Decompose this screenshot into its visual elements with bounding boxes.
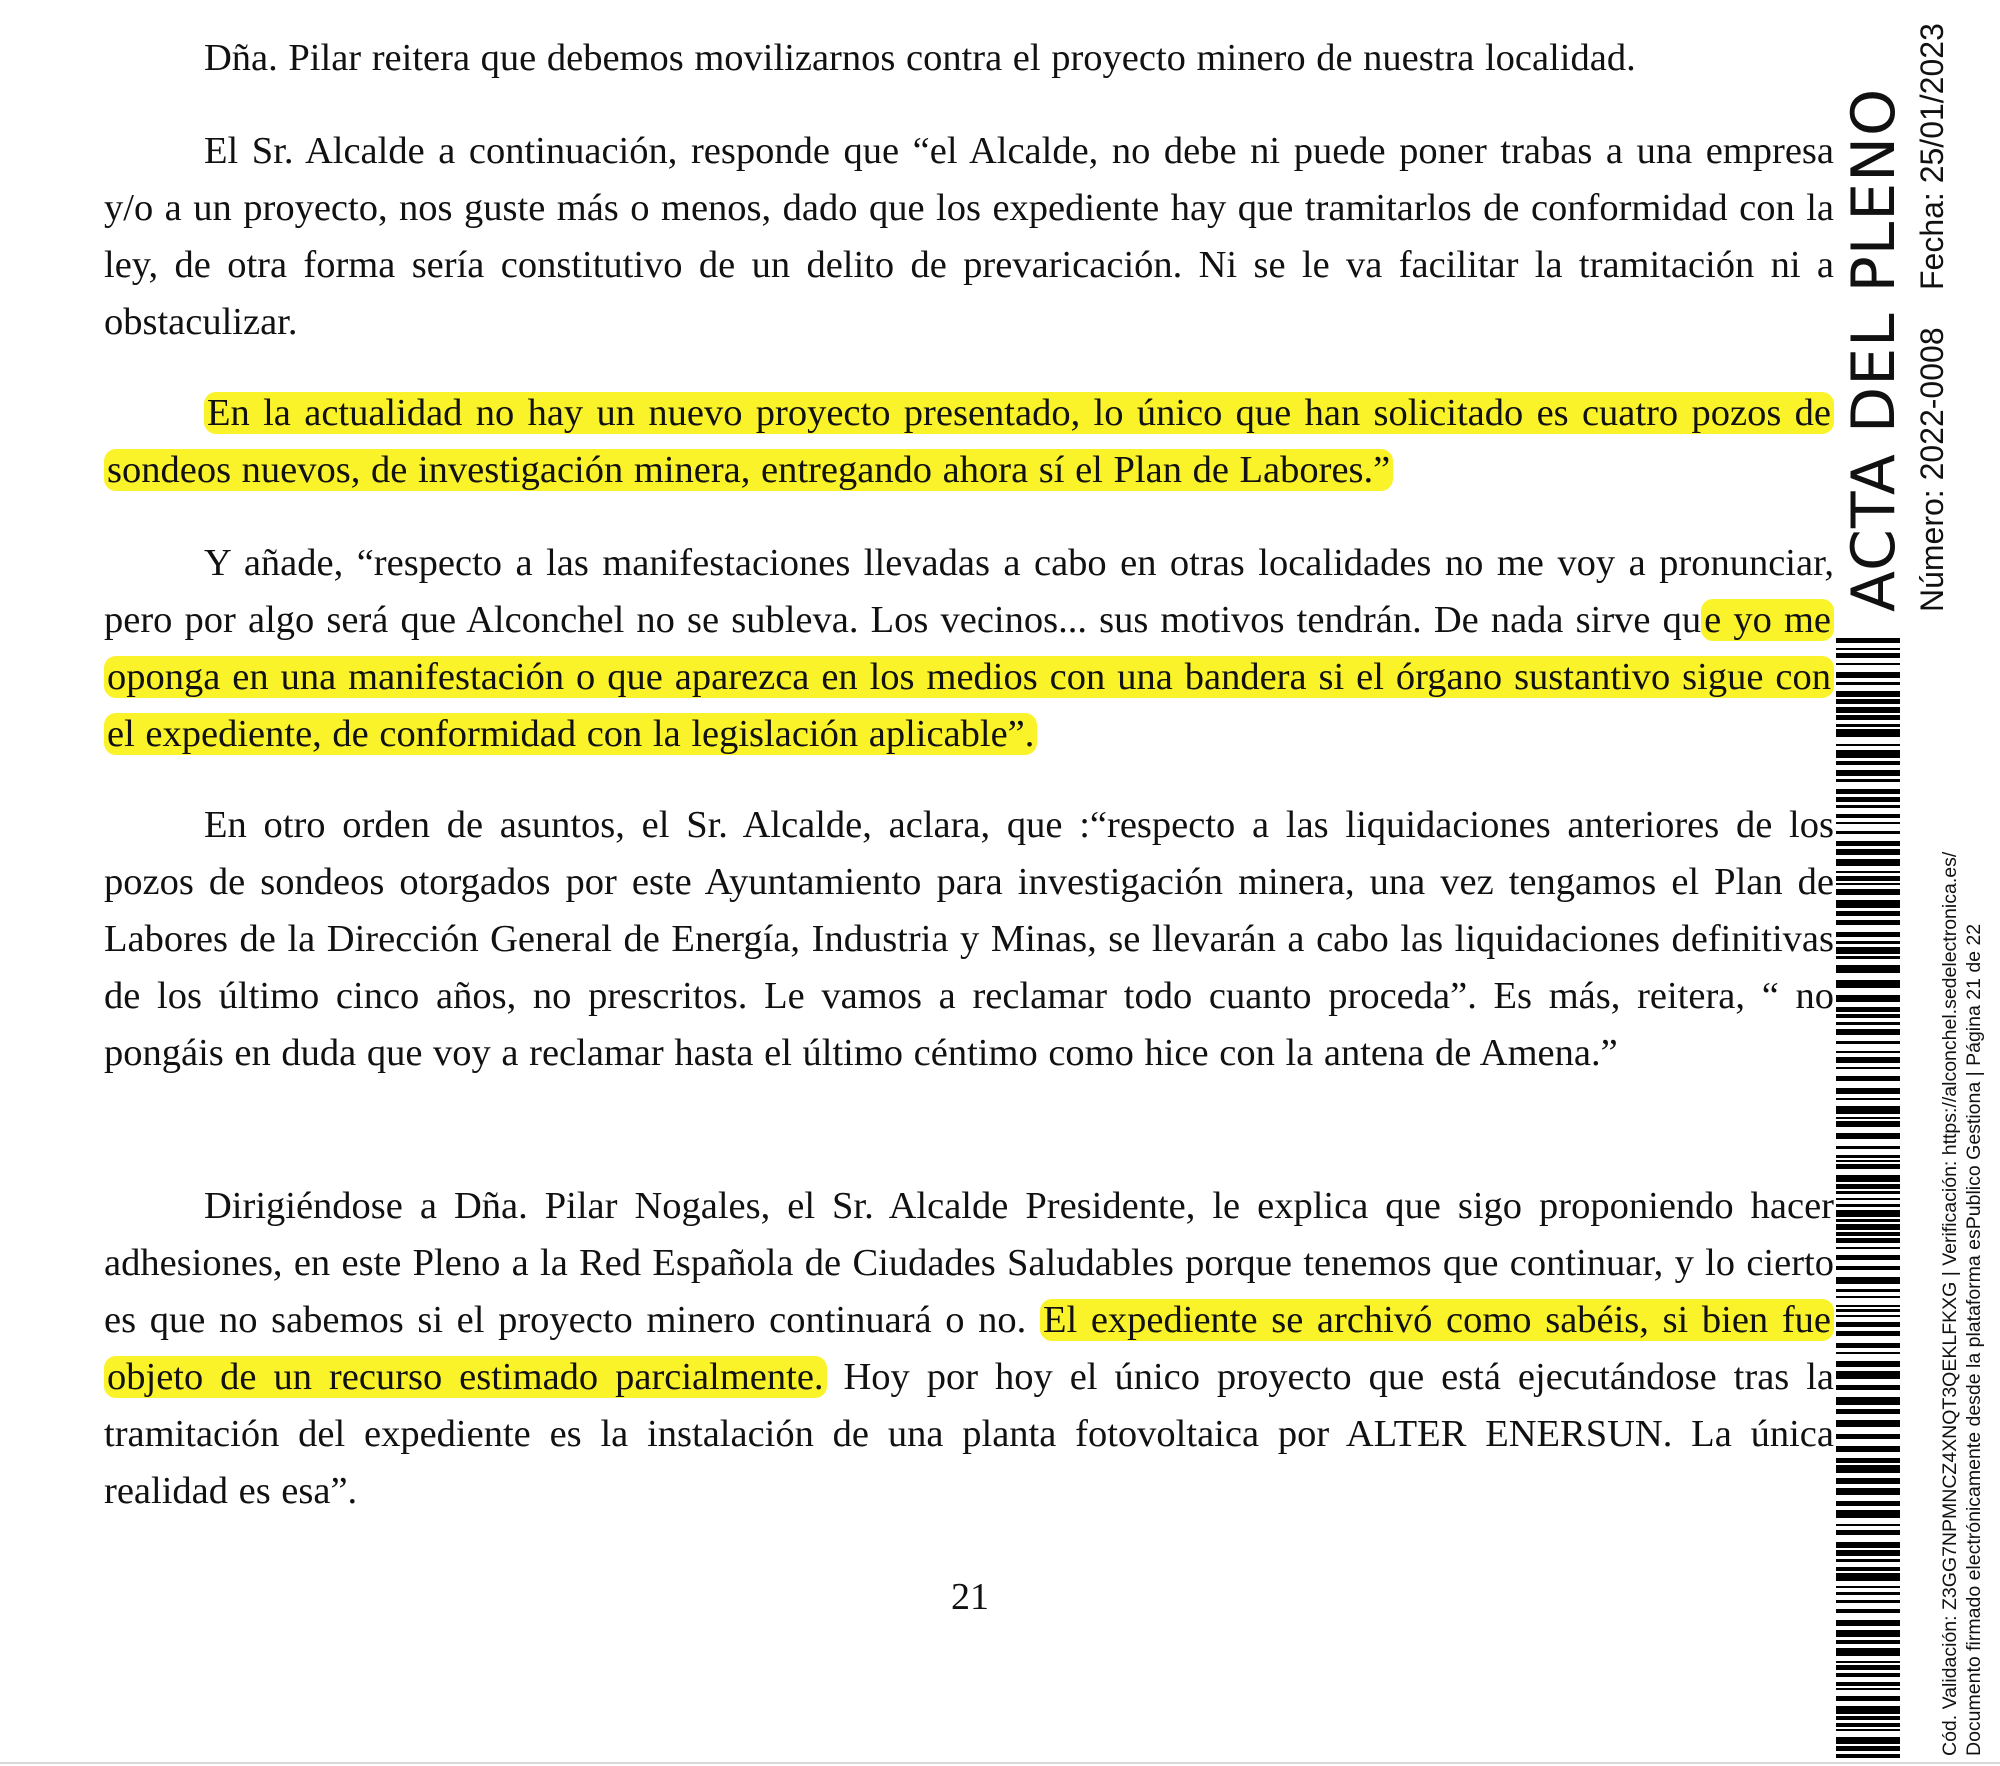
barcode-bar	[1836, 1542, 1900, 1548]
barcode-bar	[1836, 1530, 1900, 1535]
barcode-bar	[1836, 956, 1900, 959]
barcode-bar	[1836, 1510, 1900, 1518]
barcode-bar	[1836, 1224, 1900, 1230]
barcode-bar	[1836, 729, 1900, 737]
barcode-bar	[1836, 1567, 1900, 1571]
barcode-bar	[1836, 1155, 1900, 1158]
barcode-bar	[1836, 707, 1900, 713]
barcode-bar	[1836, 1716, 1900, 1720]
barcode-bar	[1836, 1361, 1900, 1367]
barcode-bar	[1836, 770, 1900, 776]
barcode-bar	[1836, 1609, 1900, 1613]
barcode-bar	[1836, 797, 1900, 802]
barcode-bar	[1836, 1232, 1900, 1236]
paragraph-5	[104, 797, 1834, 1082]
barcode-bar	[1836, 1371, 1900, 1379]
barcode-bar	[1836, 744, 1900, 746]
barcode-bar	[1836, 1559, 1900, 1562]
barcode-bar	[1836, 1022, 1900, 1025]
barcode-bar	[1836, 876, 1900, 881]
page-bottom-divider	[0, 1762, 2000, 1764]
barcode-bar	[1836, 947, 1900, 954]
paragraph-3	[104, 385, 1834, 499]
paragraph-4	[104, 535, 1834, 763]
paragraph-text: Dirigiéndose a Dña. Pilar Nogales, el Sr. Alcalde Presidente, le explica que sigo proponiendo hacer adhesiones, en este Pleno a la Red Española de Ciudades Saludables porque tenemos que continuar, y lo cierto es que no sabemos si el proyecto minero continuará o no.	[104, 1185, 1834, 1341]
barcode-bar	[1836, 1277, 1900, 1284]
stamp-numero: Número: 2022-0008	[1914, 327, 1950, 612]
barcode-bar	[1836, 965, 1900, 973]
barcode-bar	[1836, 1266, 1900, 1270]
barcode-bar	[1836, 1754, 1900, 1758]
barcode-bar	[1836, 1160, 1900, 1162]
barcode-bar	[1836, 1465, 1900, 1473]
barcode-bar	[1836, 1640, 1900, 1644]
barcode-bar	[1836, 1315, 1900, 1317]
barcode-bar	[1836, 638, 1900, 643]
highlighted-text: El expediente se archivó como sabéis, si bien fue objeto de un recurso estimado parcialmente.	[104, 1299, 1834, 1398]
barcode-icon	[1836, 638, 1900, 1760]
barcode-bar	[1836, 1029, 1900, 1035]
paragraph-text: Hoy por hoy el único proyecto que está ejecutándose tras la tramitación del expediente es la instalación de una planta fotovoltaica por ALTER ENERSUN. La única realidad es esa”.	[104, 1356, 1834, 1512]
barcode-bar	[1836, 1198, 1900, 1200]
paragraph-1	[104, 30, 1834, 87]
barcode-bar	[1836, 841, 1900, 846]
barcode-bar	[1836, 779, 1900, 782]
paragraph-6	[104, 1178, 1834, 1520]
barcode-bar	[1836, 1524, 1900, 1526]
barcode-bar	[1836, 1434, 1900, 1439]
barcode-bar	[1836, 1014, 1900, 1018]
barcode-bar	[1836, 1648, 1900, 1656]
barcode-bar	[1836, 1164, 1900, 1169]
barcode-bar	[1836, 1397, 1900, 1405]
barcode-bar	[1836, 1661, 1900, 1663]
paragraph-text: Y añade, “respecto a las manifestaciones llevadas a cabo en otras localidades no me voy a pronunciar, pero por algo será que Alconchel no se subleva. Los vecinos... sus motivos tendrán. De nada sirve qu	[104, 542, 1834, 641]
barcode-bar	[1836, 1620, 1900, 1626]
barcode-bar	[1836, 822, 1900, 824]
barcode-bar	[1836, 1488, 1900, 1495]
barcode-bar	[1836, 805, 1900, 808]
barcode-bar	[1836, 1688, 1900, 1690]
barcode-bar	[1836, 1630, 1900, 1637]
barcode-bar	[1836, 663, 1900, 665]
barcode-bar	[1836, 1343, 1900, 1348]
barcode-bar	[1836, 1296, 1900, 1298]
barcode-bar	[1836, 1289, 1900, 1292]
barcode-bar	[1836, 1478, 1900, 1484]
barcode-bar	[1836, 1737, 1900, 1744]
barcode-bar	[1836, 859, 1900, 866]
barcode-bar	[1836, 1305, 1900, 1307]
barcode-bar	[1836, 980, 1900, 988]
barcode-bar	[1836, 1352, 1900, 1354]
barcode-bar	[1836, 1041, 1900, 1044]
barcode-bar	[1836, 1586, 1900, 1588]
barcode-bar	[1836, 1175, 1900, 1182]
stamp-validation-line: Cód. Validación: Z3GG7NPMNCZ4XNQT3QEKLFKXG | Verificación: https://alconchel.sedelectronica.es/	[1939, 851, 1961, 1756]
barcode-bar	[1836, 995, 1900, 1002]
barcode-bar	[1836, 1746, 1900, 1751]
paragraph-text: El Sr. Alcalde a continuación, responde que “el Alcalde, no debe ni puede poner trabas a una empresa y/o a un proyecto, nos guste más o menos, dado que los expediente hay que tramitarlos de conformidad con la ley, de otra forma sería constitutivo de un delito de prevaricación. Ni se le va facilitar la tramitación ni a obstaculizar.	[104, 130, 1834, 343]
barcode-bar	[1836, 1665, 1900, 1670]
barcode-bar	[1836, 1573, 1900, 1581]
barcode-bar	[1836, 1723, 1900, 1727]
barcode-bar	[1836, 1322, 1900, 1327]
barcode-bar	[1836, 691, 1900, 697]
barcode-bar	[1836, 1385, 1900, 1390]
highlighted-text: e yo me oponga en una manifestación o que aparezca en los medios con una bandera si el órgano sustantivo sigue con el expediente, de conformidad con la legislación aplicable”.	[104, 599, 1834, 755]
barcode-bar	[1836, 932, 1900, 937]
barcode-bar	[1836, 900, 1900, 908]
barcode-bar	[1836, 1133, 1900, 1139]
barcode-bar	[1836, 814, 1900, 818]
barcode-bar	[1836, 1696, 1900, 1701]
barcode-bar	[1836, 1673, 1900, 1677]
barcode-bar	[1836, 1600, 1900, 1603]
barcode-bar	[1836, 1146, 1900, 1149]
paragraph-text: En otro orden de asuntos, el Sr. Alcalde, aclara, que :“respecto a las liquidaciones anteriores de los pozos de sondeos otorgados por este Ayuntamiento para investigación minera, una vez tengamos el Plan de Labores de la Dirección General de Energía, Industria y Minas, se llevarán a cabo las liquidaciones definitivas de los último cinco años, no prescritos. Le vamos a reclamar todo cuanto proceda”. Es más, reitera, “ no pongáis en duda que voy a reclamar hasta el último céntimo como hice con la antena de Amena.”	[104, 804, 1834, 1074]
barcode-bar	[1836, 750, 1900, 758]
barcode-bar	[1836, 831, 1900, 834]
barcode-bar	[1836, 1682, 1900, 1686]
highlighted-text: En la actualidad no hay un nuevo proyecto presentado, lo único que han solicitado es cuatro pozos de sondeos nuevos, de investigación minera, entregando ahora sí el Plan de Labores.”	[104, 392, 1834, 491]
barcode-bar	[1836, 920, 1900, 925]
barcode-bar	[1836, 849, 1900, 855]
barcode-bar	[1836, 1117, 1900, 1119]
barcode-bar	[1836, 1446, 1900, 1452]
barcode-bar	[1836, 1051, 1900, 1053]
barcode-bar	[1836, 1184, 1900, 1189]
stamp-document-line: Documento firmado electrónicamente desde la plataforma esPublico Gestiona | Página 21 de 22	[1963, 923, 1985, 1756]
barcode-bar	[1836, 653, 1900, 658]
barcode-bar	[1836, 889, 1900, 895]
barcode-bar	[1836, 1409, 1900, 1414]
barcode-bar	[1836, 1219, 1900, 1222]
barcode-bar	[1836, 1204, 1900, 1207]
paragraph-text: Dña. Pilar reitera que debemos movilizarnos contra el proyecto minero de nuestra localidad.	[204, 37, 1636, 79]
barcode-bar	[1836, 682, 1900, 685]
barcode-bar	[1836, 1121, 1900, 1127]
barcode-bar	[1836, 699, 1900, 704]
barcode-bar	[1836, 1550, 1900, 1556]
barcode-bar	[1836, 672, 1900, 678]
barcode-bar	[1836, 1729, 1900, 1731]
barcode-bar	[1836, 911, 1900, 916]
barcode-bar	[1836, 648, 1900, 650]
barcode-bar	[1836, 871, 1900, 873]
barcode-bar	[1836, 1255, 1900, 1260]
barcode-bar	[1836, 1706, 1900, 1714]
barcode-bar	[1836, 1238, 1900, 1243]
paragraph-2	[104, 123, 1834, 351]
barcode-bar	[1836, 1210, 1900, 1217]
barcode-bar	[1836, 883, 1900, 885]
page-number: 21	[951, 1576, 989, 1618]
barcode-bar	[1836, 724, 1900, 727]
barcode-bar	[1836, 1067, 1900, 1069]
barcode-bar	[1836, 789, 1900, 794]
barcode-bar	[1836, 1088, 1900, 1094]
stamp-fecha: Fecha: 25/01/2023	[1914, 23, 1950, 290]
barcode-bar	[1836, 1191, 1900, 1194]
barcode-bar	[1836, 1331, 1900, 1336]
barcode-bar	[1836, 1420, 1900, 1427]
barcode-bar	[1836, 1007, 1900, 1012]
barcode-bar	[1836, 1057, 1900, 1063]
barcode-bar	[1836, 1309, 1900, 1312]
barcode-bar	[1836, 761, 1900, 765]
barcode-bar	[1836, 1501, 1900, 1506]
barcode-bar	[1836, 1458, 1900, 1463]
barcode-bar	[1836, 715, 1900, 720]
barcode-bar	[1836, 1106, 1900, 1114]
barcode-bar	[1836, 1592, 1900, 1595]
stamp-title: ACTA DEL PLENO	[1839, 87, 1909, 612]
barcode-bar	[1836, 941, 1900, 944]
barcode-bar	[1836, 1076, 1900, 1081]
barcode-bar	[1836, 1098, 1900, 1100]
barcode-bar	[1836, 1247, 1900, 1249]
